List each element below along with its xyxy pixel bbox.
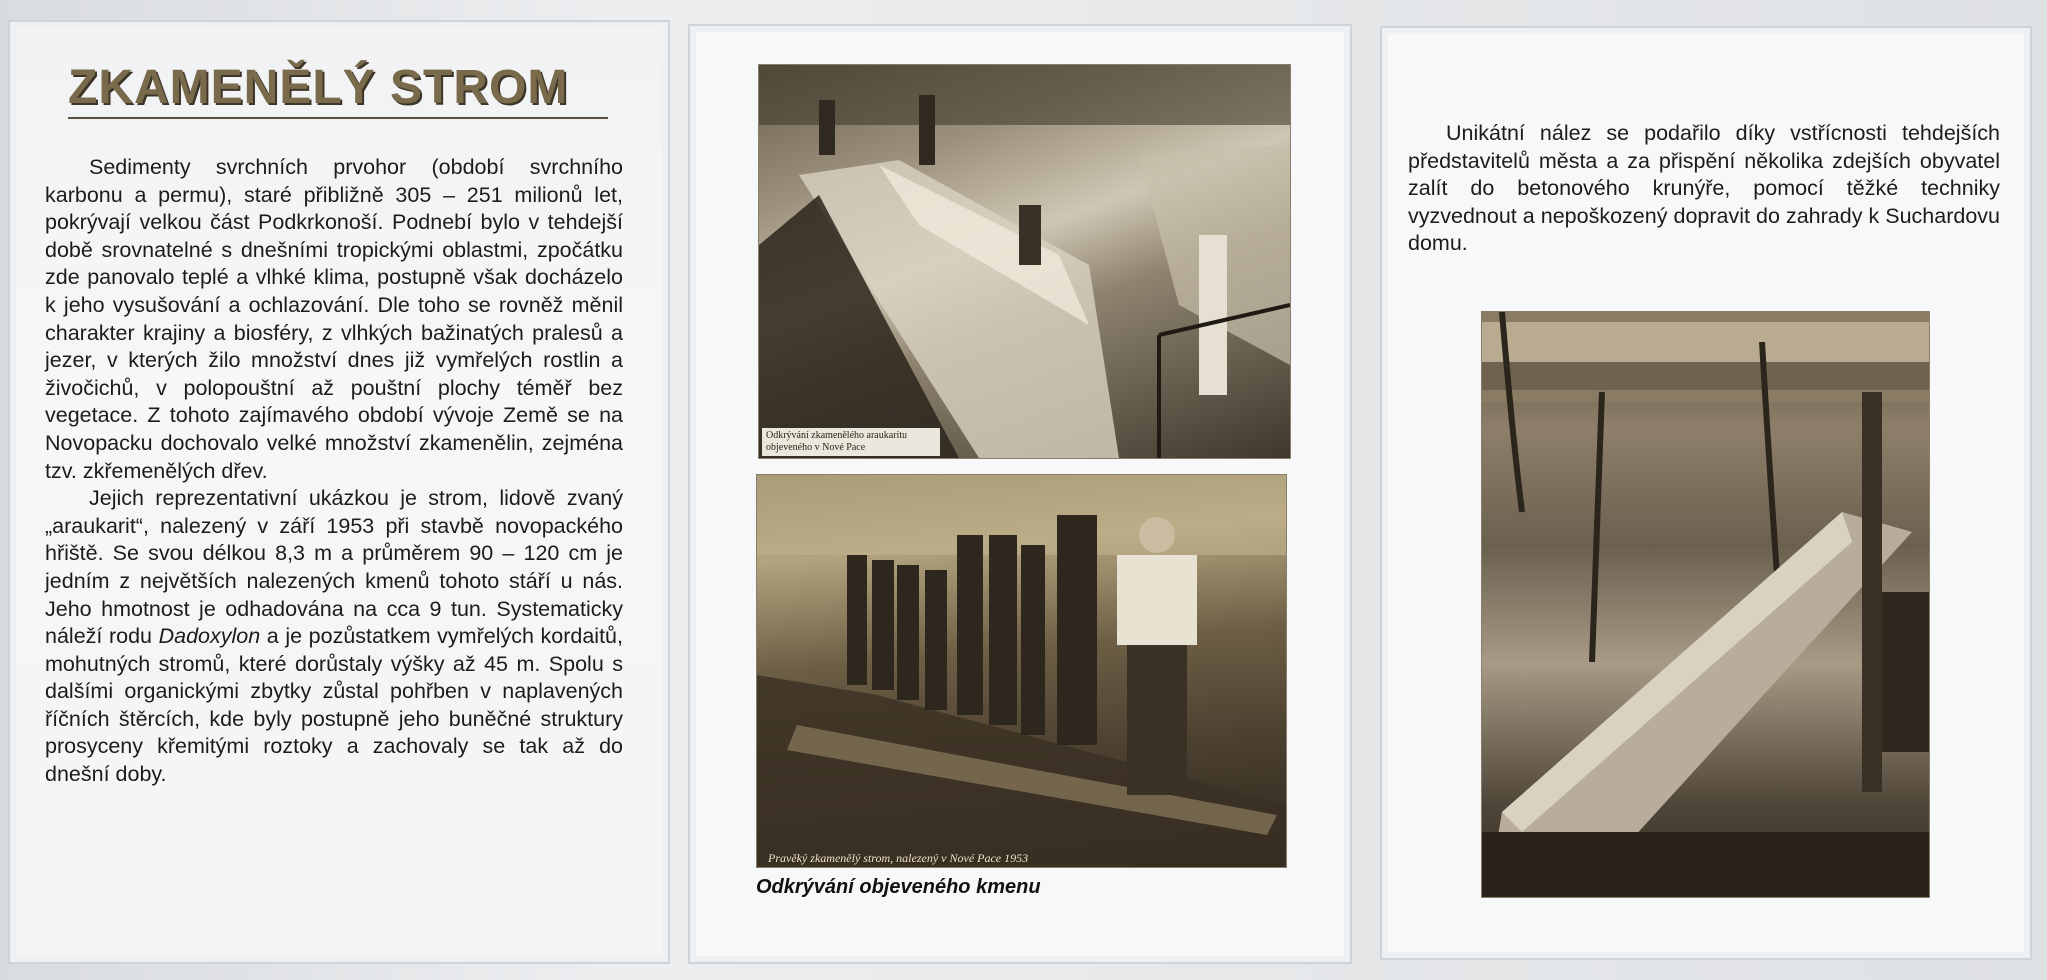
photo-excavation-label: Odkrývání zkamenělého araukaritu objeveného v Nové Pace [762,428,940,456]
page-title: ZKAMENĚLÝ STROM [68,60,608,119]
photo-excavation-scene [759,65,1290,458]
genus-name: Dadoxylon [158,624,261,649]
paragraph-rescue: Unikátní nález se podařilo díky vstřícnosti tehdejších představitelů města a za přispění několika zdejších obyvatel zalít do betonového krunýře, pomocí těžké techniky vyzvednout a nepoškozený dopravit do zahrady k Suchardovu domu. [1408,121,2000,256]
photo-caption: Odkrývání objeveného kmenu [756,876,1041,898]
photo-lifting [1481,311,1930,898]
left-text-block [45,154,623,789]
photo-lifting-scene [1482,312,1929,897]
photo-group-label: Pravěký zkamenělý strom, nalezený v Nové Pace 1953 [768,851,1029,865]
photo-group [756,474,1287,868]
photo-group-scene [757,475,1286,867]
right-text-block [1408,120,2000,258]
photo-excavation [758,64,1291,459]
paragraph-araukarit: Jejich reprezentativní ukázkou je strom, lidově zvaný „araukarit“, nalezený v září 1953 při stavbě novopackého hřiště. Se svou délkou 8,3 m a průměrem 90 – 120 cm je jedním z největších nalezených kmenů tohoto stáří u nás. Jeho hmotnost je odhadována na cca 9 tun. Systematicky náleží rodu Dadoxylon a je pozůstatkem vymřelých kordaitů, mohutných stromů, které dorůstaly výšky až 45 m. Spolu s dalšími organickými zbytky zůstal pohřben v naplavených říčních štěrcích, kde byly postupně jeho buněčné struktury prosyceny křemitými roztoky a zachovaly se tak až do dnešní doby. [45,486,623,787]
paragraph-geology: Sedimenty svrchních prvohor (období svrchního karbonu a permu), staré přibližně 305 – 251 milionů let, pokrývají velkou část Podkrkonoší. Podnebí bylo v tehdejší době srovnatelné s dnešními tropickými oblastmi, zpočátku zde panovalo teplé a vlhké klima, postupně však docházelo k jeho vysušování a ochlazování. Dle toho se rovněž měnil charakter krajiny a biosféry, z vlhkých bažinatých pralesů a jezer, v kterých žilo množství dnes již vymřelých rostlin a živočichů, v polopouštní až pouštní plochy téměř bez vegetace. Z tohoto zajímavého období vývoje Země se na Novopacku dochovalo velké množství zkamenělin, zejména tzv. zkřemenělých dřev. [45,155,623,483]
